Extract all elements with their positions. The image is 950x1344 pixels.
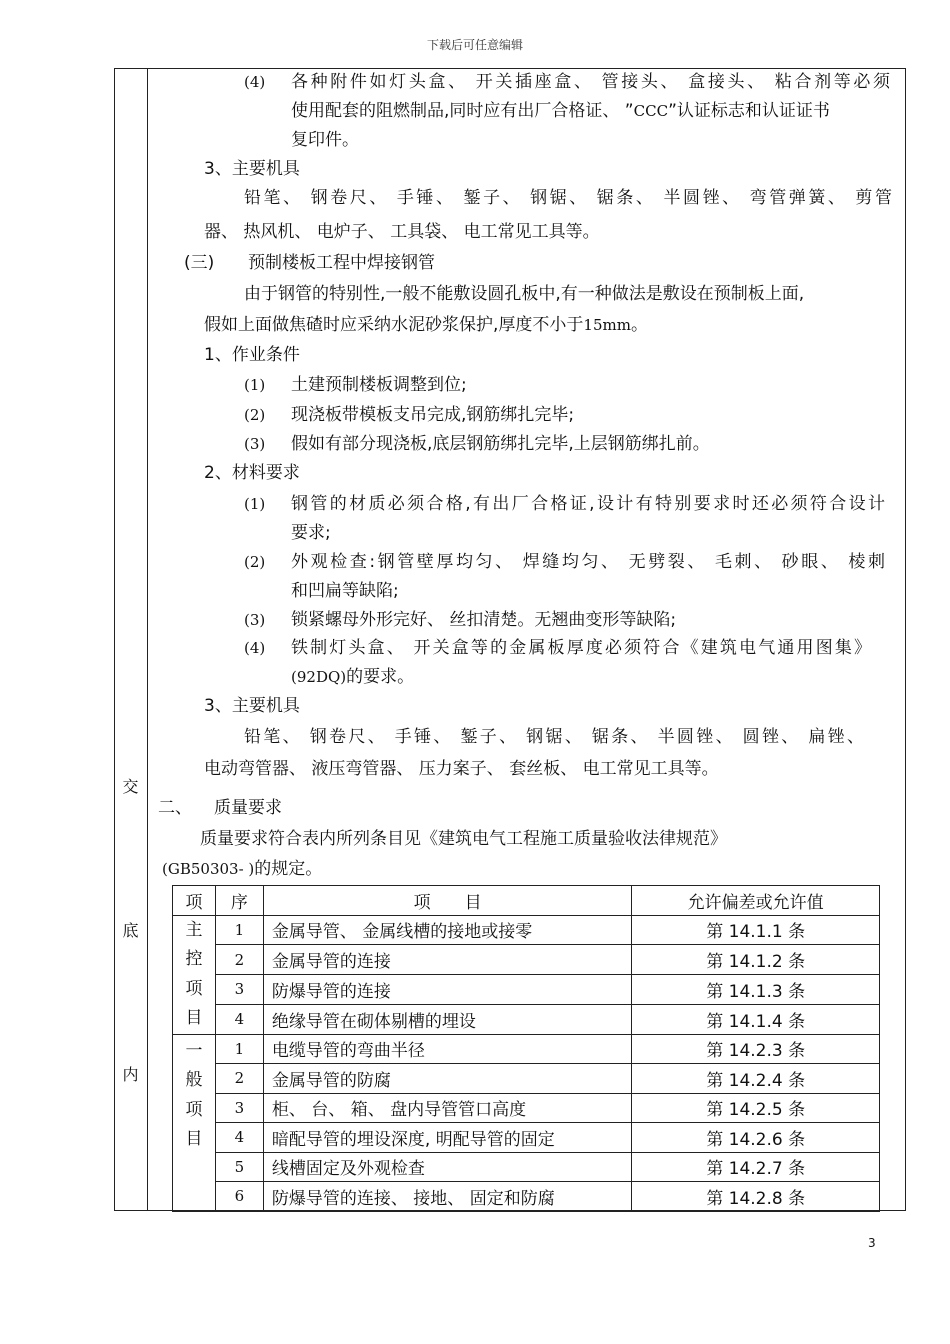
table-row — [173, 1152, 880, 1182]
paragraph-line: 铅笔、 钢卷尺、 手锤、 錾子、 钢锯、 锯条、 半圆锉、 弯管弹簧、 剪管 — [244, 188, 892, 208]
table-row — [173, 945, 880, 975]
table-header: 项 目 — [263, 886, 631, 916]
list-number: (3) — [244, 435, 266, 453]
ref-cell: 第 14.2.7 条 — [632, 1152, 880, 1182]
paragraph-line: 各种附件如灯头盒、 开关插座盒、 管接头、 盒接头、 粘合剂等必须 — [291, 72, 890, 92]
item-cell: 金属导管的防腐 — [263, 1064, 631, 1094]
item-cell: 绝缘导管在砌体剔槽的埋设 — [263, 1004, 631, 1034]
table-row — [173, 915, 880, 945]
section-number: (三) — [184, 253, 215, 273]
list-number: (1) — [244, 495, 266, 513]
paragraph-line: 由于钢管的特别性,一般不能敷设圆孔板中,有一种做法是敷设在预制板上面, — [244, 284, 805, 304]
table-row — [173, 1123, 880, 1153]
table-row — [173, 1034, 880, 1064]
table-header: 允许偏差或允许值 — [632, 886, 880, 916]
ref-cell: 第 14.2.6 条 — [632, 1123, 880, 1153]
list-item: 假如有部分现浇板,底层钢筋绑扎完毕,上层钢筋绑扎前。 — [291, 434, 710, 454]
list-item: 和凹扁等缺陷; — [291, 581, 399, 601]
paragraph-line: 假如上面做焦碴时应采纳水泥砂浆保护,厚度不小于15mm。 — [204, 315, 648, 335]
section-heading: 3、主要机具 — [204, 696, 300, 716]
seq-cell: 2 — [215, 945, 263, 975]
list-item: 外观检查:钢管壁厚均匀、 焊缝均匀、 无劈裂、 毛刺、 砂眼、 棱刺 — [291, 552, 885, 572]
category-general: 一 般 项 目 — [173, 1034, 216, 1211]
list-item: 锁紧螺母外形完好、 丝扣清楚。无翘曲变形等缺陷; — [291, 610, 677, 630]
table-row — [173, 1004, 880, 1034]
side-label-di: 底 — [122, 921, 139, 940]
section-heading: 3、主要机具 — [204, 159, 300, 179]
paragraph-line: 复印件。 — [291, 130, 359, 150]
item-cell: 柜、 台、 箱、 盘内导管管口高度 — [263, 1093, 631, 1123]
section-title: 预制楼板工程中焊接钢管 — [248, 253, 435, 273]
section-number: 二、 — [158, 798, 192, 818]
list-item: 现浇板带模板支吊完成,钢筋绑扎完毕; — [291, 405, 575, 425]
ref-cell: 第 14.1.4 条 — [632, 1004, 880, 1034]
ref-cell: 第 14.1.1 条 — [632, 915, 880, 945]
page-header: 下载后可任意编辑 — [426, 38, 523, 52]
list-item: 要求; — [291, 523, 331, 543]
ref-cell: 第 14.2.8 条 — [632, 1182, 880, 1212]
item-cell: 电缆导管的弯曲半径 — [263, 1034, 631, 1064]
table-header: 序 — [215, 886, 263, 916]
seq-cell: 1 — [215, 1034, 263, 1064]
table-header-row — [173, 886, 880, 916]
seq-cell: 4 — [215, 1004, 263, 1034]
table-row — [173, 1182, 880, 1212]
paragraph-line: 质量要求符合表内所列条目见《建筑电气工程施工质量验收法律规范》 — [200, 829, 727, 849]
list-number: (4) — [244, 73, 266, 91]
item-cell: 防爆导管的连接 — [263, 975, 631, 1005]
paragraph-line: 器、 热风机、 电炉子、 工具袋、 电工常见工具等。 — [204, 222, 600, 242]
section-heading: 1、作业条件 — [204, 345, 300, 365]
item-cell: 金属导管、 金属线槽的接地或接零 — [263, 915, 631, 945]
list-item: 土建预制楼板调整到位; — [291, 375, 467, 395]
list-item: (92DQ)的要求。 — [291, 667, 415, 687]
seq-cell: 4 — [215, 1123, 263, 1153]
item-cell: 金属导管的连接 — [263, 945, 631, 975]
page-number: 3 — [868, 1236, 876, 1250]
paragraph-line: 使用配套的阻燃制品,同时应有出厂合格证、 ”CCC”认证标志和认证证书 — [291, 101, 830, 121]
item-cell: 线槽固定及外观检查 — [263, 1152, 631, 1182]
ref-cell: 第 14.2.3 条 — [632, 1034, 880, 1064]
list-number: (4) — [244, 639, 266, 657]
list-item: 铁制灯头盒、 开关盒等的金属板厚度必须符合《建筑电气通用图集》 — [291, 638, 871, 658]
table-row — [173, 1064, 880, 1094]
table-row — [173, 975, 880, 1005]
seq-cell: 3 — [215, 1093, 263, 1123]
seq-cell: 6 — [215, 1182, 263, 1212]
table-header: 项 — [173, 886, 216, 916]
seq-cell: 3 — [215, 975, 263, 1005]
category-main-control: 主 控 项 目 — [173, 915, 216, 1034]
list-number: (1) — [244, 376, 266, 394]
paragraph-line: 铅笔、 钢卷尺、 手锤、 錾子、 钢锯、 锯条、 半圆锉、 圆锉、 扁锉、 — [244, 727, 864, 747]
column-divider — [147, 68, 148, 1211]
side-label-nei: 内 — [122, 1065, 139, 1084]
ref-cell: 第 14.2.5 条 — [632, 1093, 880, 1123]
paragraph-line: (GB50303- )的规定。 — [162, 859, 323, 879]
seq-cell: 1 — [215, 915, 263, 945]
seq-cell: 2 — [215, 1064, 263, 1094]
section-heading: 2、材料要求 — [204, 463, 300, 483]
table-row — [173, 1093, 880, 1123]
list-item: 钢管的材质必须合格,有出厂合格证,设计有特别要求时还必须符合设计 — [291, 494, 885, 514]
ref-cell: 第 14.1.2 条 — [632, 945, 880, 975]
item-cell: 暗配导管的埋设深度, 明配导管的固定 — [263, 1123, 631, 1153]
item-cell: 防爆导管的连接、 接地、 固定和防腐 — [263, 1182, 631, 1212]
quality-table — [172, 885, 880, 1212]
ref-cell: 第 14.2.4 条 — [632, 1064, 880, 1094]
ref-cell: 第 14.1.3 条 — [632, 975, 880, 1005]
list-number: (3) — [244, 611, 266, 629]
side-label-jiao: 交 — [122, 777, 139, 796]
list-number: (2) — [244, 406, 266, 424]
seq-cell: 5 — [215, 1152, 263, 1182]
paragraph-line: 电动弯管器、 液压弯管器、 压力案子、 套丝板、 电工常见工具等。 — [204, 759, 719, 779]
section-title: 质量要求 — [214, 798, 282, 818]
list-number: (2) — [244, 553, 266, 571]
